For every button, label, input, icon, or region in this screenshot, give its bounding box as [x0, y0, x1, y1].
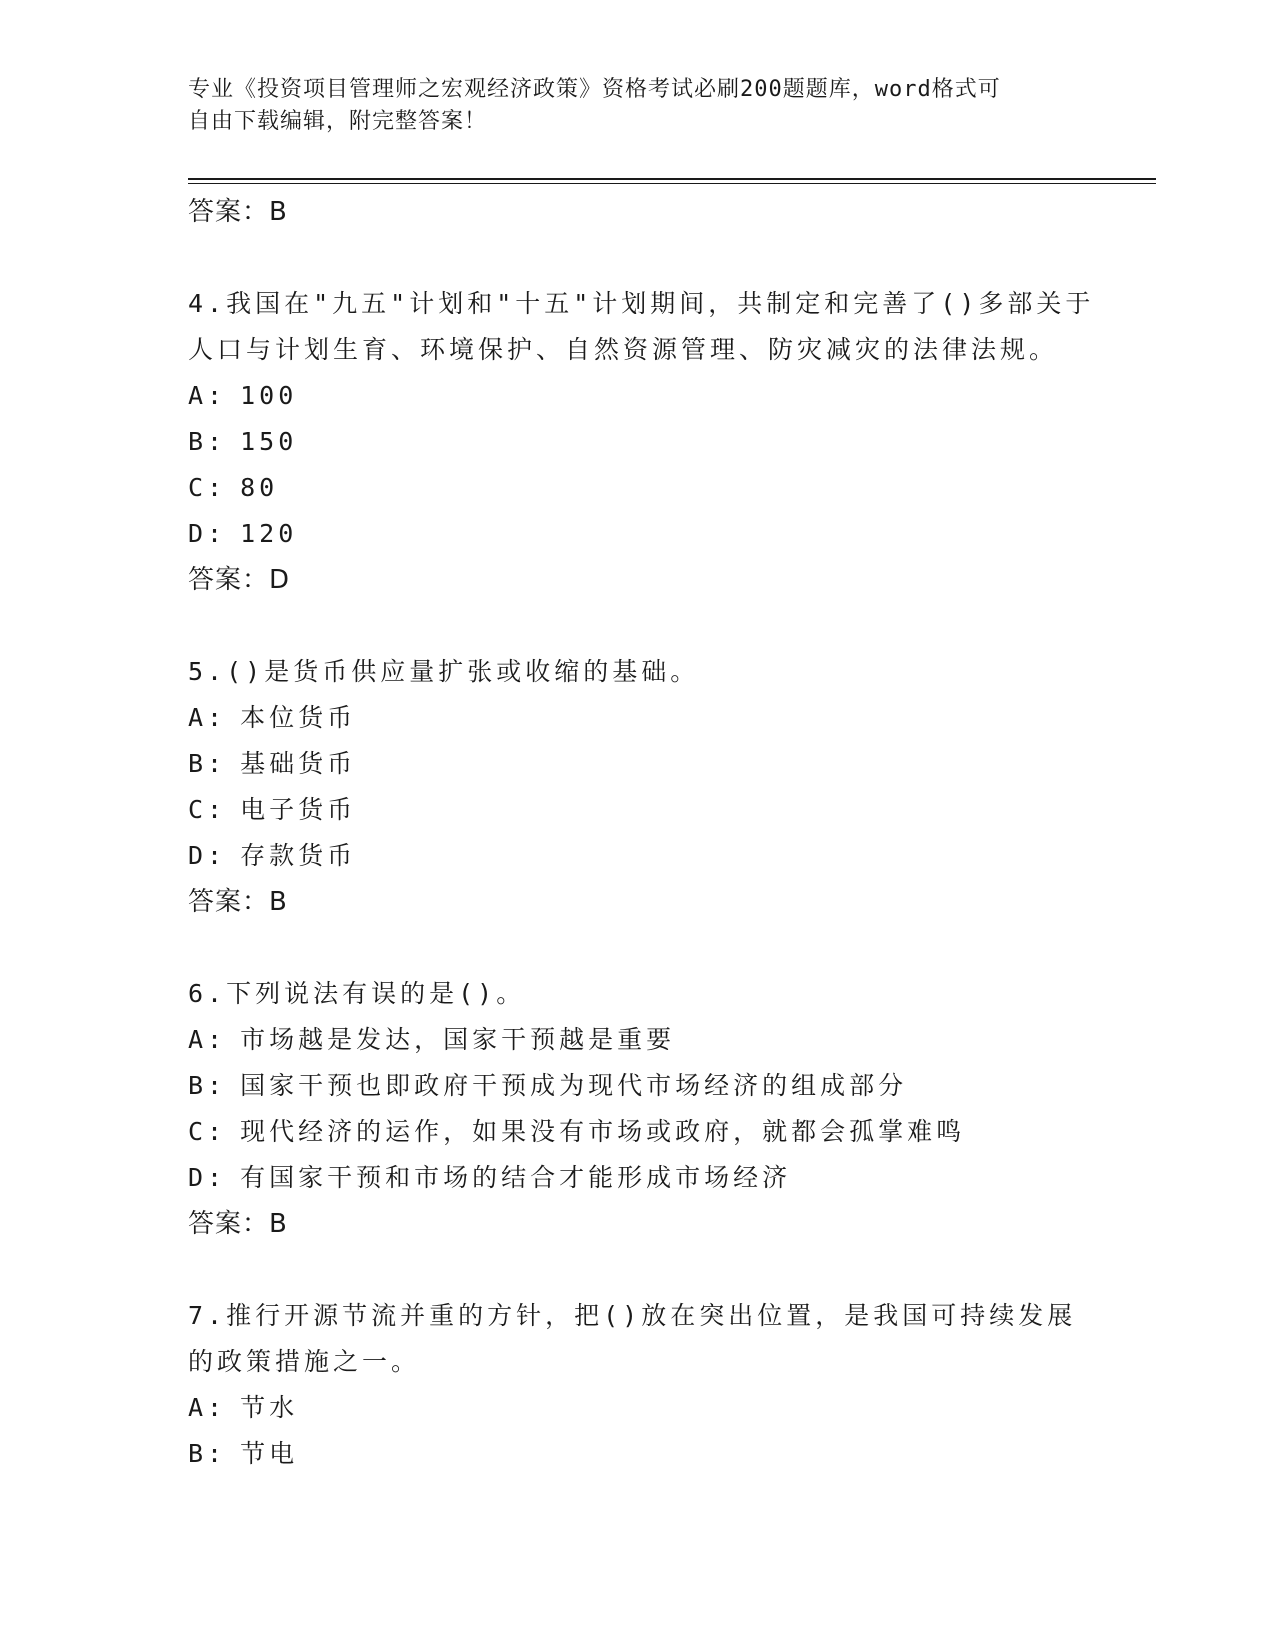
- question-block: [188, 281, 1095, 603]
- option-letter: D:: [188, 1163, 227, 1192]
- question-text: 的政策措施之一。: [188, 1347, 421, 1376]
- option-c: [188, 787, 1088, 833]
- option-b: [188, 1431, 1088, 1477]
- header-line-1: 专业《投资项目管理师之宏观经济政策》资格考试必刷200题题库，word格式可: [188, 77, 1001, 102]
- question-block: [188, 1293, 1088, 1477]
- option-text: 存款货币: [240, 841, 357, 870]
- option-text: 本位货币: [240, 703, 357, 732]
- option-letter: C:: [188, 1117, 227, 1146]
- option-letter: A:: [188, 1025, 227, 1054]
- option-text: 有国家干预和市场的结合才能形成市场经济: [240, 1163, 792, 1192]
- option-text: 节水: [240, 1393, 299, 1422]
- option-letter: B:: [188, 749, 227, 778]
- option-text: 120: [240, 519, 298, 548]
- question-block: [188, 649, 1088, 925]
- option-a: [188, 373, 1088, 419]
- option-b: [188, 419, 1088, 465]
- option-a: [188, 695, 1088, 741]
- question-block: [188, 971, 1088, 1247]
- answer-line: 答案：D: [188, 565, 291, 595]
- header-rule-thick: [188, 178, 1156, 180]
- option-text: 节电: [240, 1439, 299, 1468]
- header-rule-thin: [188, 183, 1156, 184]
- option-text: 电子货币: [240, 795, 357, 824]
- option-letter: D:: [188, 841, 227, 870]
- question-text: 5.()是货币供应量扩张或收缩的基础。: [188, 657, 700, 686]
- document-header: [188, 74, 1068, 138]
- option-d: [188, 833, 1088, 879]
- option-c: [188, 1109, 1088, 1155]
- option-d: [188, 1155, 1088, 1201]
- option-letter: A:: [188, 703, 227, 732]
- option-letter: C:: [188, 473, 227, 502]
- option-text: 市场越是发达，国家干预越是重要: [240, 1025, 676, 1054]
- option-d: [188, 511, 1088, 557]
- option-b: [188, 1063, 1088, 1109]
- option-a: [188, 1017, 1088, 1063]
- option-b: [188, 741, 1088, 787]
- option-letter: A:: [188, 1393, 227, 1422]
- option-letter: C:: [188, 795, 227, 824]
- option-letter: B:: [188, 1071, 227, 1100]
- option-text: 80: [240, 473, 279, 502]
- answer-line: 答案：B: [188, 887, 288, 917]
- question-list: [188, 189, 1095, 1477]
- option-text: 150: [240, 427, 298, 456]
- option-letter: A:: [188, 381, 227, 410]
- option-c: [188, 465, 1088, 511]
- option-letter: B:: [188, 1439, 227, 1468]
- answer-line: 答案：B: [188, 197, 288, 227]
- option-text: 100: [240, 381, 298, 410]
- option-text: 国家干预也即政府干预成为现代市场经济的组成部分: [240, 1071, 908, 1100]
- option-text: 基础货币: [240, 749, 357, 778]
- question-text: 7.推行开源节流并重的方针，把()放在突出位置，是我国可持续发展: [188, 1301, 1077, 1330]
- option-a: [188, 1385, 1088, 1431]
- question-text: 4.我国在"九五"计划和"十五"计划期间，共制定和完善了()多部关于: [188, 289, 1095, 318]
- option-text: 现代经济的运作，如果没有市场或政府，就都会孤掌难鸣: [240, 1117, 966, 1146]
- option-letter: B:: [188, 427, 227, 456]
- header-line-2: 自由下载编辑，附完整答案！: [188, 109, 488, 134]
- question-text: 人口与计划生育、环境保护、自然资源管理、防灾减灾的法律法规。: [188, 335, 1059, 364]
- question-text: 6.下列说法有误的是()。: [188, 979, 526, 1008]
- answer-line: 答案：B: [188, 1209, 288, 1239]
- option-letter: D:: [188, 519, 227, 548]
